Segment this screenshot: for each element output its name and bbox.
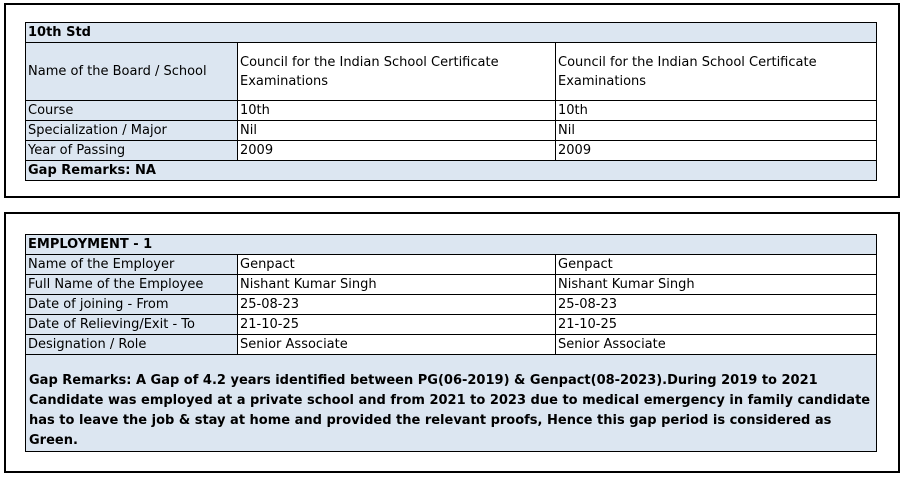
education-section-title: 10th Std: [26, 23, 877, 43]
education-table: [25, 22, 877, 181]
specialization-value-1: Nil: [238, 121, 556, 141]
designation-label: Designation / Role: [26, 335, 238, 355]
specialization-value-2: Nil: [556, 121, 877, 141]
date-relieving-value-2: 21-10-25: [556, 315, 877, 335]
date-relieving-value-1: 21-10-25: [238, 315, 556, 335]
specialization-label: Specialization / Major: [26, 121, 238, 141]
designation-value-2: Senior Associate: [556, 335, 877, 355]
employee-full-name-value-2: Nishant Kumar Singh: [556, 275, 877, 295]
date-joining-label: Date of joining - From: [26, 295, 238, 315]
employer-name-label: Name of the Employer: [26, 255, 238, 275]
board-school-label: Name of the Board / School: [26, 43, 238, 101]
year-of-passing-value-2: 2009: [556, 141, 877, 161]
employer-name-value-1: Genpact: [238, 255, 556, 275]
date-joining-value-1: 25-08-23: [238, 295, 556, 315]
employment-gap-remarks: Gap Remarks: A Gap of 4.2 years identified between PG(06-2019) & Genpact(08-2023).During 2019 to 2021 Candidate was employed at a private school and from 2021 to 2023 due to medical emergency in family candidate has to leave the job & stay at home and provided the relevant proofs, Hence this gap period is considered as Green.: [26, 355, 877, 452]
year-of-passing-value-1: 2009: [238, 141, 556, 161]
date-joining-value-2: 25-08-23: [556, 295, 877, 315]
board-school-value-1: Council for the Indian School Certificate Examinations: [238, 43, 556, 101]
date-relieving-label: Date of Relieving/Exit - To: [26, 315, 238, 335]
education-gap-remarks: Gap Remarks: NA: [26, 161, 877, 181]
designation-value-1: Senior Associate: [238, 335, 556, 355]
course-value-1: 10th: [238, 101, 556, 121]
year-of-passing-label: Year of Passing: [26, 141, 238, 161]
employer-name-value-2: Genpact: [556, 255, 877, 275]
employee-full-name-value-1: Nishant Kumar Singh: [238, 275, 556, 295]
board-school-value-2: Council for the Indian School Certificate Examinations: [556, 43, 877, 101]
employee-full-name-label: Full Name of the Employee: [26, 275, 238, 295]
course-label: Course: [26, 101, 238, 121]
course-value-2: 10th: [556, 101, 877, 121]
employment-table: [25, 234, 877, 452]
employment-section-title: EMPLOYMENT - 1: [26, 235, 877, 255]
